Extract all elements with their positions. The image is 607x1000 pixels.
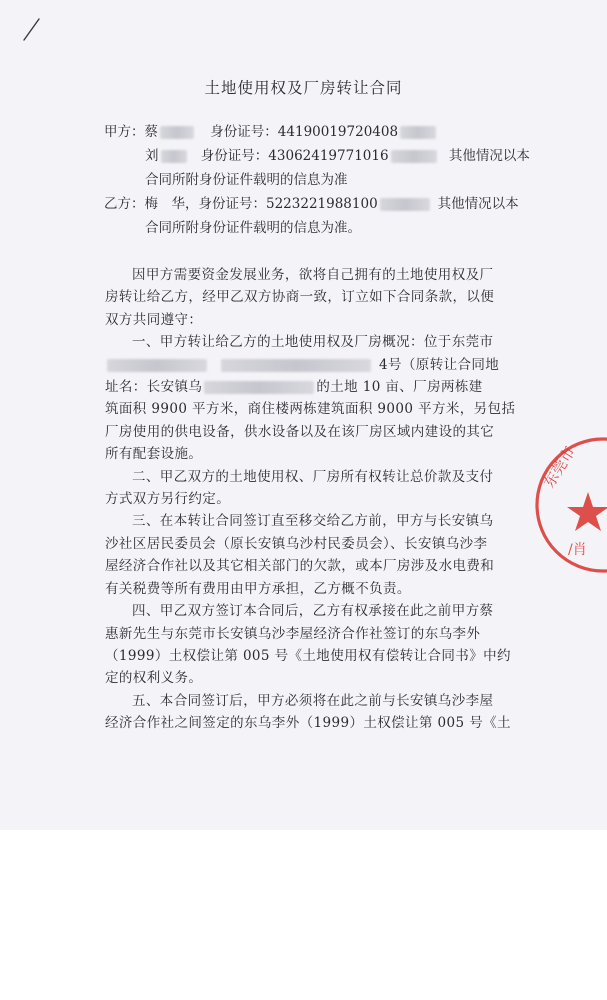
clause-4-line: （1999）土权偿让第 005 号《土地使用权有偿转让合同书》中约 bbox=[105, 647, 511, 664]
party-a-person1-id-label: 身份证号： bbox=[210, 124, 278, 140]
clause-3-line: 屋经济合作社以及其它相关部门的欠款，或本厂房涉及水电费和 bbox=[105, 558, 495, 575]
party-a-line-1 bbox=[104, 122, 438, 142]
redaction-block bbox=[391, 150, 437, 163]
party-a-person1-surname: 蔡 bbox=[144, 124, 158, 140]
party-b-id: 5223221988100 bbox=[266, 196, 378, 212]
clause-1-line: 筑面积 9900 平方米，商住楼两栋建筑面积 9000 平方米，另包括 bbox=[105, 401, 516, 418]
contract-body bbox=[105, 264, 535, 735]
clause-2-line: 方式双方另行约定。 bbox=[105, 491, 231, 508]
clause-4-line: 惠新先生与东莞市长安镇乌沙李屋经济合作社签订的东乌李外 bbox=[105, 625, 481, 642]
clause-1-line: 一、甲方转让给乙方的土地使用权及厂房概况：位于东莞市 bbox=[132, 334, 494, 351]
clause-1-line bbox=[105, 376, 535, 398]
party-a-label: 甲方： bbox=[104, 124, 145, 140]
redaction-block bbox=[380, 198, 430, 211]
intro-line: 双方共同遵守： bbox=[105, 311, 203, 328]
intro-line: 因甲方需要资金发展业务，欲将自己拥有的土地使用权及厂 bbox=[132, 267, 494, 283]
party-a-note: 其他情况以本 bbox=[448, 148, 530, 164]
clause-1-text: 的土地 10 亩、厂房两栋建 bbox=[316, 379, 483, 396]
clause-1-text: 4号（原转让合同地 bbox=[379, 356, 500, 373]
party-a-person1-id: 44190019720408 bbox=[277, 124, 399, 140]
clause-3-line: 沙社区居民委员会（原长安镇乌沙村民委员会）、长安镇乌沙李 bbox=[105, 535, 488, 552]
redaction-block bbox=[204, 381, 314, 394]
redaction-block bbox=[400, 126, 436, 139]
pen-stroke-mark bbox=[22, 16, 42, 42]
official-seal bbox=[520, 430, 607, 580]
party-a-person2-surname: 刘 bbox=[145, 148, 159, 164]
seal-text-top: 东莞市 bbox=[539, 443, 580, 491]
party-b-line-1 bbox=[104, 194, 519, 214]
intro-line: 房转让给乙方，经甲乙双方协商一致，订立如下合同条款，以便 bbox=[105, 289, 495, 306]
redaction-block bbox=[221, 359, 371, 372]
seal-star-icon bbox=[567, 492, 607, 531]
clause-4-line: 定的权利义务。 bbox=[105, 670, 203, 687]
seal-text-bottom: /肖 bbox=[568, 542, 587, 558]
clause-1-text: 址名：长安镇乌 bbox=[105, 379, 203, 396]
redaction-block bbox=[107, 359, 207, 372]
party-a-line-2 bbox=[145, 146, 530, 166]
clause-5-line: 经济合作社之间签定的东乌李外（1999）土权偿让第 005 号《土 bbox=[105, 715, 511, 732]
clause-5-line: 五、本合同签订后，甲方必须将在此之前与长安镇乌沙李屋 bbox=[132, 692, 494, 709]
party-a-note-line-2: 合同所附身份证件载明的信息为准 bbox=[145, 172, 348, 188]
party-b-note-line-2: 合同所附身份证件载明的信息为准。 bbox=[145, 220, 361, 236]
party-b-name: 梅 华， bbox=[144, 196, 199, 212]
party-a-person2-id-label: 身份证号： bbox=[200, 148, 269, 164]
clause-1-line: 厂房使用的供电设备，供水设备以及在该厂房区域内建设的其它 bbox=[105, 423, 495, 440]
redaction-block bbox=[160, 126, 194, 139]
party-b-note: 其他情况以本 bbox=[437, 196, 519, 212]
party-b-id-label: 身份证号： bbox=[198, 196, 266, 212]
party-b-label: 乙方： bbox=[104, 196, 145, 212]
clause-1-line: 所有配套设施。 bbox=[105, 446, 203, 463]
clause-3-line: 三、在本转让合同签订直至移交给乙方前，甲方与长安镇乌 bbox=[132, 513, 494, 530]
clause-3-line: 有关税费等所有费用由甲方承担，乙方概不负责。 bbox=[105, 580, 411, 597]
redaction-block bbox=[161, 150, 187, 163]
document-title: 土地使用权及厂房转让合同 bbox=[204, 79, 403, 97]
clause-2-line: 二、甲乙双方的土地使用权、厂房所有权转让总价款及支付 bbox=[132, 468, 494, 485]
party-a-person2-id: 43062419771016 bbox=[268, 148, 389, 164]
clause-4-line: 四、甲乙双方签订本合同后，乙方有权承接在此之前甲方蔡 bbox=[132, 603, 494, 620]
clause-1-line bbox=[105, 354, 535, 376]
